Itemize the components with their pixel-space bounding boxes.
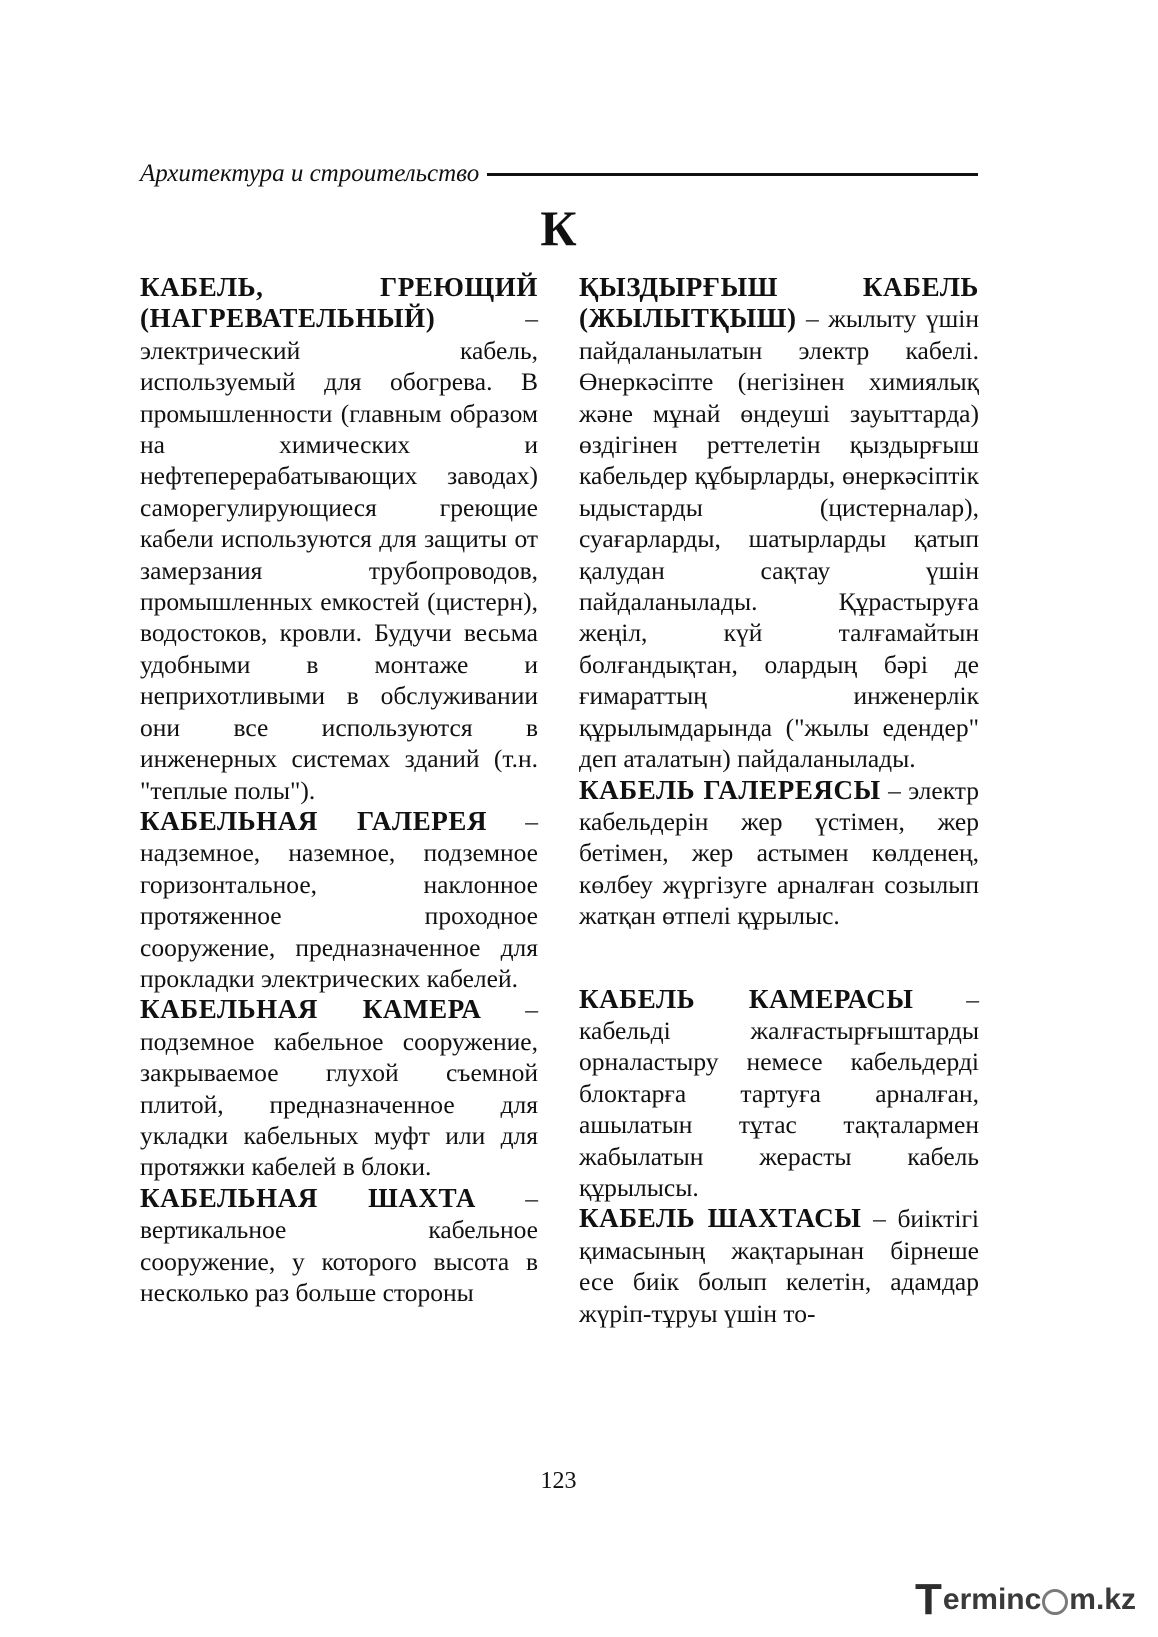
dictionary-entry xyxy=(140,806,538,994)
entry-definition: – надземное, наземное, подземное горизонтальное, наклонное протяженное проходное сооружение, предназначенное для прокладки электрических кабелей. xyxy=(140,806,538,993)
page-number: 123 xyxy=(540,1468,577,1494)
dictionary-entry xyxy=(140,994,538,1182)
dictionary-entry xyxy=(579,775,979,932)
section-title: Архитектура и строительство xyxy=(140,160,480,187)
magnifier-icon xyxy=(1042,1589,1068,1615)
entry-term: КАБЕЛЬНАЯ КАМЕРА xyxy=(140,994,482,1025)
entry-definition: – биіктігі қимасының жақтарынан бірнеше есе биік болып келетін, адамдар жүріп-тұруы үшін то- xyxy=(579,1204,979,1328)
entry-definition: – электр кабельдерін жер үстімен, жер бетімен, жер астымен көлденең, көлбеу жүргізуге арналған созылып жатқан өтпелі құрылыс. xyxy=(579,775,979,931)
left-column-russian xyxy=(140,272,538,1308)
dictionary-entry xyxy=(140,1183,538,1309)
entry-term: ҚЫЗДЫРҒЫШ КАБЕЛЬ (ЖЫЛЫТҚЫШ) xyxy=(579,272,979,334)
entry-spacer xyxy=(579,932,979,984)
entry-term: КАБЕЛЬНАЯ ГАЛЕРЕЯ xyxy=(140,805,488,836)
right-column-kazakh xyxy=(579,272,979,1329)
entry-definition: – кабельді жалғастырғыштарды орналастыру немесе кабельдерді блоктарға тартуға арналған, ашылатын тұтас тақталармен жабылатын жерасты кабель құрылысы. xyxy=(579,984,979,1202)
dictionary-entry xyxy=(579,272,979,775)
entry-definition: – подземное кабельное сооружение, закрываемое глухой съемной плитой, предназначенное для укладки кабельных муфт или для протяжки кабелей в блоки. xyxy=(140,995,538,1182)
entry-definition: – вертикальное кабельное сооружение, у которого высота в несколько раз больше стороны xyxy=(140,1183,539,1307)
entry-term: КАБЕЛЬ ШАХТАСЫ xyxy=(579,1203,862,1234)
header-rule xyxy=(487,173,978,176)
entry-definition: – электрический кабель, используемый для обогрева. В промышленности (главным образом на химических и нефтеперерабатывающих заводах) саморегулирующиеся греющие кабели используются для защиты от замерзания трубопроводов, промышленных емкостей (цистерн), водостоков, кровли. Будучи весьма удобными в монтаже и неприхотливыми в обслуживании они все используются в инженерных системах зданий (т.н. "теплые полы"). xyxy=(140,304,538,805)
section-letter: К xyxy=(540,200,577,256)
entry-term: КАБЕЛЬНАЯ ШАХТА xyxy=(140,1182,476,1213)
dictionary-entry xyxy=(140,272,538,806)
entry-term: КАБЕЛЬ ГАЛЕРЕЯСЫ xyxy=(579,774,881,805)
dictionary-entry xyxy=(579,984,979,1204)
entry-term: КАБЕЛЬ КАМЕРАСЫ xyxy=(579,983,914,1014)
running-header xyxy=(140,160,978,188)
entry-term: КАБЕЛЬ, ГРЕЮЩИЙ (НАГРЕВАТЕЛЬНЫЙ) xyxy=(140,272,538,334)
dictionary-entry xyxy=(579,1203,979,1329)
site-logo: T ermin c m.kz xyxy=(915,1575,1136,1624)
entry-definition: – жылыту үшін пайдаланылатын электр кабелі. Өнеркәсіпте (негізінен химиялық және мұнай өндеуші зауыттарда) өздігінен реттелетін қыздырғыш кабельдер құбырларды, өнеркәсіптік ыдыстарды (цистерналар), суағарларды, шатырларды қатып қалудан сақтау үшін пайдаланылады. Құрастыруға жеңіл, күй талғамайтын болғандықтан, олардың бәрі де ғимараттың инженерлік құрылымдарында ("жылы едендер" деп аталатын) пайдаланылады. xyxy=(579,304,979,774)
